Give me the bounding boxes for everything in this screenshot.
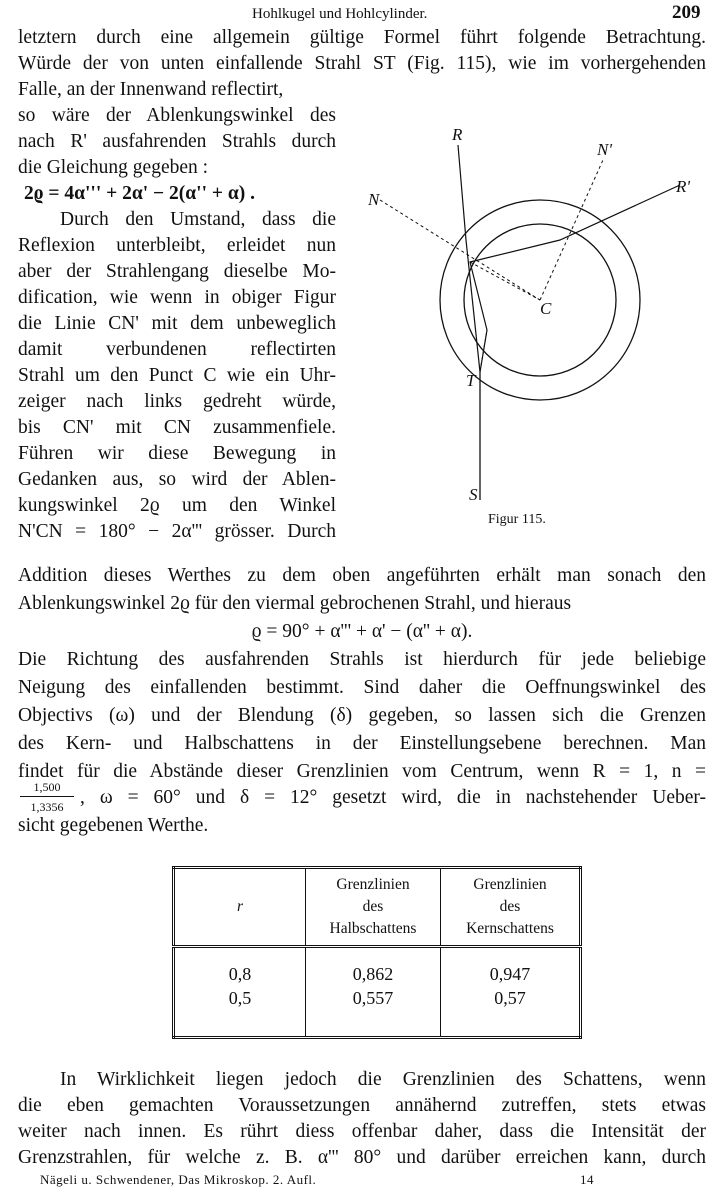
cell: 0,8 <box>228 964 252 984</box>
text-line: die Gleichung gegeben : <box>18 157 209 178</box>
column-header-r: r <box>174 868 306 947</box>
figure-caption: Figur 115. <box>488 512 546 527</box>
text-line: Reflexion unterbleibt, erleidet nun <box>18 235 336 256</box>
equation: ϱ = 90° + α''' + α' − (α'' + α). <box>251 621 473 642</box>
cell: 0,57 <box>441 986 581 1038</box>
text-line: Addition dieses Werthes zu dem oben angeführten erhält man sonach den <box>18 565 706 586</box>
text-line: kungswinkel 2ϱ um den Winkel <box>18 495 336 516</box>
text-line: Ablenkungswinkel 2ϱ für den viermal gebrochenen Strahl, und hieraus <box>18 593 572 614</box>
text-line: dification, wie wenn in obiger Figur <box>18 287 336 308</box>
radius-line <box>470 262 540 300</box>
text-line: N'CN = 180° − 2α''' grösser. Durch <box>18 521 336 542</box>
running-title: Hohlkugel und Hohlcylinder. <box>252 6 428 22</box>
table-header-row <box>174 868 581 947</box>
label-C: C <box>540 299 552 318</box>
figure-115-diagram <box>355 115 727 545</box>
fraction-numerator: 1,500 <box>33 780 61 794</box>
text-line: Die Richtung des ausfahrenden Strahls ist hierdurch für jede beliebige <box>18 649 706 670</box>
header-line: Grenzlinien <box>473 876 547 893</box>
column-header-kernschatten <box>441 868 581 947</box>
header-line: des <box>362 898 384 915</box>
cell: 0,947 <box>441 947 581 987</box>
label-S: S <box>469 485 478 504</box>
cell: 0,862 <box>306 947 441 987</box>
text-line: In Wirklichkeit liegen jedoch die Grenzlinien des Schattens, wenn <box>60 1069 706 1090</box>
text-line: Durch den Umstand, dass die <box>60 209 336 230</box>
text-line: damit verbundenen reflectirten <box>18 339 336 360</box>
values-table <box>172 866 582 1039</box>
table-row <box>174 947 581 987</box>
text-line: zeiger nach links gedreht würde, <box>18 391 336 412</box>
text-line: so wäre der Ablenkungswinkel des <box>18 105 336 126</box>
text-line: Würde der von unten einfallende Strahl ST (Fig. 115), wie im vorhergehenden <box>18 53 706 74</box>
text-line: Führen wir diese Bewegung in <box>18 443 336 464</box>
text-line: sicht gegebenen Werthe. <box>18 815 209 836</box>
text-line: des Kern- und Halbschattens in der Einstellungsebene berechnen. Man <box>18 733 706 754</box>
normal-CN-prime <box>540 160 603 300</box>
cell: 0,5 <box>228 988 252 1008</box>
text-line: , ω = 60° und δ = 12° gesetzt wird, die in nachstehender Ueber- <box>80 787 706 808</box>
text-line: die Linie CN' mit dem unbeweglich <box>18 313 336 334</box>
fraction-denominator: 1,3356 <box>30 800 64 814</box>
text-line: die eben gemachten Voraussetzungen annähernd zutreffen, stets etwas <box>18 1095 706 1116</box>
page-number: 209 <box>672 2 701 23</box>
text-line: Neigung des einfallenden bestimmt. Sind daher die Oeffnungswinkel des <box>18 677 706 698</box>
column-header-halbschatten <box>306 868 441 947</box>
cell: 0,557 <box>306 986 441 1038</box>
header-line: Halbschattens <box>329 920 417 937</box>
fraction-bar <box>20 796 74 797</box>
text-line: nach R' ausfahrenden Strahls durch <box>18 131 336 152</box>
text-line: Strahl um den Punct C wie ein Uhr- <box>18 365 336 386</box>
label-R-prime: R' <box>676 177 691 196</box>
text-line: Grenzstrahlen, für welche z. B. α''' 80° und darüber erreichen kann, durch <box>18 1147 706 1168</box>
label-R: R <box>452 125 463 144</box>
text-line: aber der Strahlengang dieselbe Mo- <box>18 261 336 282</box>
sheet-number: 14 <box>580 1172 594 1187</box>
label-N-prime: N' <box>597 140 612 159</box>
label-T: T <box>466 371 476 390</box>
text-line: findet für die Abstände dieser Grenzlinien vom Centrum, wenn R = 1, n = <box>18 761 706 782</box>
text-line: Falle, an der Innenwand reflectirt, <box>18 79 284 100</box>
text-line: weiter nach innen. Es rührt diess offenbar daher, dass die Intensität der <box>18 1121 706 1142</box>
header-line: Kernschattens <box>466 920 554 937</box>
table-row <box>174 986 581 1038</box>
header-line: Grenzlinien <box>336 876 410 893</box>
text-line: bis CN' mit CN zusammenfiele. <box>18 417 336 438</box>
text-line: letztern durch eine allgemein gültige Formel führt folgende Betrachtung. <box>18 27 706 48</box>
label-N: N <box>368 190 380 209</box>
equation: 2ϱ = 4α''' + 2α' − 2(α'' + α) . <box>24 183 255 204</box>
text-line: Gedanken aus, so wird der Ablen- <box>18 469 336 490</box>
header-line: des <box>499 898 521 915</box>
footer-signature: Nägeli u. Schwendener, Das Mikroskop. 2. Aufl. <box>40 1172 317 1187</box>
ray-R-prime <box>470 185 680 372</box>
text-line: Objectivs (ω) und der Blendung (δ) gegeben, so lassen sich die Grenzen <box>18 705 706 726</box>
normal-CN <box>380 200 540 300</box>
